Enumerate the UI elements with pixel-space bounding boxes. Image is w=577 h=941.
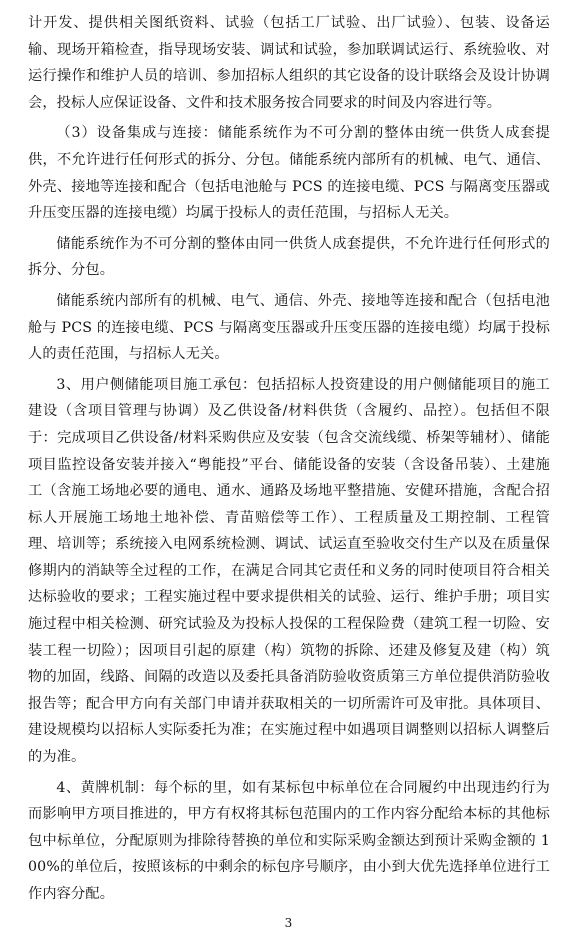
paragraph-construction-contract: 3、用户侧储能项目施工承包：包括招标人投资建设的用户侧储能项目的施工建设（含项目管理与协调）及乙供设备/材料供货（含履约、品控）。包括但不限于：完成项目乙供设备/材料采购供应及安装（包含交流线缆、桥架等辅材）、储能项目监控设备安装并接入“粤能投”平台、储能设备的安装（含设备吊装）、土建施工（含施工场地必要的通电、通水、通路及场地平整措施、安健环措施，含配合招标人开展施工场地土地补偿、青苗赔偿等工作）、工程质量及工期控制、工程管理、培训等；系统接入电网系统检测、调试、试运直至验收交付生产以及在质量保修期内的消缺等全过程的工作，在满足合同其它责任和义务的同时使项目符合相关达标验收的要求；工程实施过程中要求提供相关的试验、运行、维护手册；项目实施过程中相关检测、研究试验及为投标人投保的工程保险费（建筑工程一切险、安装工程一切险）；因项目引起的原建（构）筑物的拆除、还建及修复及建（构）筑物的加固，线路、间隔的改造以及委托具备消防验收资质第三方单位提供消防验收报告等；配合甲方向有关部门申请并获取相关的一切所需许可及审批。具体项目、建设规模均以招标人实际委托为准；在实施过程中如遇项目调整则以招标人调整后的为准。: [28, 376, 550, 766]
paragraph-internal-connections: 储能系统内部所有的机械、电气、通信、外壳、接地等连接和配合（包括电池舱与 PCS 的连接电缆、PCS 与隔离变压器或升压变压器的连接电缆）均属于投标人的责任范围，与招标人无关。: [28, 292, 550, 363]
paragraph-single-supplier: 储能系统作为不可分割的整体由同一供货人成套提供，不允许进行任何形式的拆分、分包。: [28, 235, 550, 279]
page-number: 3: [284, 916, 293, 930]
paragraph-continuation: 计开发、提供相关图纸资料、试验（包括工厂试验、出厂试验）、包装、设备运输、现场开箱检查，指导现场安装、调试和试验，参加联调试运行、系统验收、对运行操作和维护人员的培训、参加招标人组织的其它设备的设计联络会及设计协调会，投标人应保证设备、文件和技术服务按合同要求的时间及内容进行等。: [28, 15, 550, 111]
paragraph-yellow-card: 4、黄牌机制：每个标的里，如有某标包中标单位在合同履约中出现违约行为而影响甲方项目推进的，甲方有权将其标包范围内的工作内容分配给本标的其他标包中标单位，分配原则为排除待替换的单位和实际采购金额达到预计采购金额的 100%的单位后，按照该标的中剩余的标包序号顺序，由小到大优先选择单位进行工作内容分配。: [28, 779, 550, 902]
paragraph-equipment-integration: （3）设备集成与连接：储能系统作为不可分割的整体由统一供货人成套提供，不允许进行任何形式的拆分、分包。储能系统内部所有的机械、电气、通信、外壳、接地等连接和配合（包括电池舱与 PCS 的连接电缆、PCS 与隔离变压器或升压变压器的连接电缆）均属于投标人的责任范围，与招标人无关。: [28, 125, 550, 222]
document-body: [28, 10, 550, 908]
